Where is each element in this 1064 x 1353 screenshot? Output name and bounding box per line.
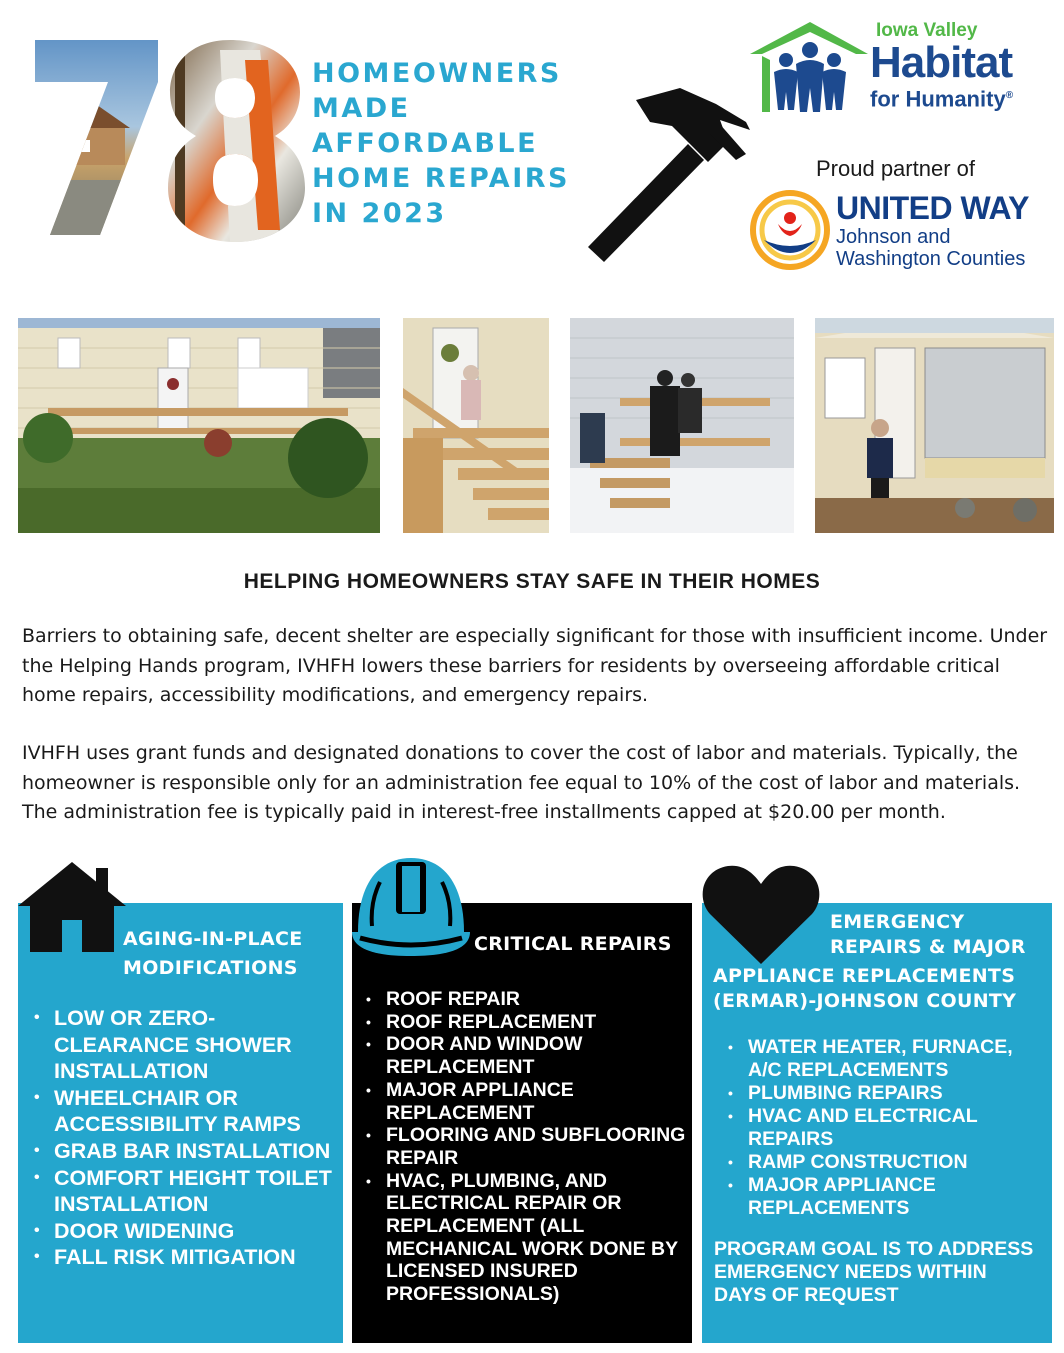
list-item: • COMFORT HEIGHT TOILET INSTALLATION [34, 1165, 334, 1218]
list-item: • ROOF REPLACEMENT [366, 1011, 686, 1034]
habitat-line-1: Iowa Valley [876, 20, 978, 41]
aging-in-place-box [18, 903, 343, 1343]
critical-repairs-list [366, 988, 686, 1306]
photo-woman-porch [815, 318, 1054, 533]
headline [312, 56, 612, 231]
united-way-line-2: Johnson and [836, 226, 951, 248]
emergency-title-line-4: (ERMAR)-JOHNSON COUNTY [713, 990, 1017, 1012]
aging-title-line-2: MODIFICATIONS [123, 957, 298, 979]
hard-hat-icon [350, 852, 472, 962]
emergency-title-line-1: EMERGENCY [830, 911, 965, 933]
habitat-for-humanity-logo [748, 20, 1048, 130]
habitat-house-logo-mark [748, 20, 868, 120]
hammer-icon [578, 82, 753, 264]
list-item: • DOOR AND WINDOW REPLACEMENT [366, 1033, 686, 1078]
emergency-title-top [830, 910, 1026, 960]
photo-house-deck [18, 318, 380, 533]
emergency-repairs-box [702, 903, 1052, 1343]
aging-in-place-title [123, 925, 302, 983]
habitat-line-2: Habitat [870, 38, 1013, 87]
list-item: • HVAC AND ELECTRICAL REPAIRS [728, 1105, 1048, 1151]
heart-icon [702, 862, 820, 967]
habitat-logo-text [870, 20, 1050, 111]
aging-in-place-list [34, 1005, 334, 1271]
photo-woman-stairs [403, 318, 549, 533]
headline-line: AFFORDABLE [312, 128, 539, 159]
united-way-line-3: Washington Counties [836, 248, 1026, 270]
list-item: • MAJOR APPLIANCE REPLACEMENTS [728, 1174, 1048, 1220]
critical-repairs-title: CRITICAL REPAIRS [474, 933, 672, 955]
united-way-logo-mark [750, 190, 830, 270]
emergency-title-line-2: REPAIRS & MAJOR [830, 936, 1026, 958]
united-way-text [836, 190, 1029, 270]
list-item: • PLUMBING REPAIRS [728, 1082, 1048, 1105]
emergency-title-bottom [713, 964, 1016, 1014]
list-item: • GRAB BAR INSTALLATION [34, 1138, 334, 1165]
photo-volunteers-steps [570, 318, 794, 533]
headline-line: HOMEOWNERS [312, 58, 562, 89]
headline-line: MADE [312, 93, 411, 124]
list-item: • FALL RISK MITIGATION [34, 1244, 334, 1271]
emergency-title-line-3: APPLIANCE REPLACEMENTS [713, 965, 1016, 987]
list-item: • DOOR WIDENING [34, 1218, 334, 1245]
list-item: • ROOF REPAIR [366, 988, 686, 1011]
list-item: • WHEELCHAIR OR ACCESSIBILITY RAMPS [34, 1085, 334, 1138]
partner-label: Proud partner of [816, 156, 975, 181]
list-item: • HVAC, PLUMBING, AND ELECTRICAL REPAIR OR REPLACEMENT (ALL MECHANICAL WORK DONE BY LICENSED INSURED PROFESSIONALS) [366, 1170, 686, 1306]
critical-repairs-box [352, 903, 692, 1343]
program-goal: PROGRAM GOAL IS TO ADDRESS EMERGENCY NEEDS WITHIN DAYS OF REQUEST [714, 1238, 1034, 1306]
united-way-line-1: UNITED WAY [836, 190, 1029, 226]
emergency-repairs-list [728, 1036, 1048, 1220]
list-item: • MAJOR APPLIANCE REPLACEMENT [366, 1079, 686, 1124]
list-item: • WATER HEATER, FURNACE, A/C REPLACEMENTS [728, 1036, 1048, 1082]
big-number-78 [30, 30, 305, 245]
list-item: • FLOORING AND SUBFLOORING REPAIR [366, 1124, 686, 1169]
headline-line: HOME REPAIRS [312, 163, 570, 194]
aging-title-line-1: AGING-IN-PLACE [123, 928, 303, 950]
list-item: • RAMP CONSTRUCTION [728, 1151, 1048, 1174]
registered-mark: ® [1005, 90, 1014, 101]
headline-line: IN 2023 [312, 198, 447, 229]
house-icon [18, 858, 126, 954]
big-number-graphic [30, 30, 305, 245]
habitat-line-3-text: for Humanity [870, 86, 1006, 112]
list-item: • LOW OR ZERO-CLEARANCE SHOWER INSTALLATION [34, 1005, 334, 1085]
paragraph-funding: IVHFH uses grant funds and designated donations to cover the cost of labor and materials. Typically, the homeowner is responsible only for an administration fee equal to 10% of the cost of labor and materials. The administration fee is typically paid in interest-free installments capped at $20.00 per month. [22, 742, 1021, 823]
habitat-line-3 [870, 84, 1050, 111]
united-way-logo [750, 190, 1055, 275]
paragraph-barriers: Barriers to obtaining safe, decent shelter are especially significant for those with insufficient income. Under the Helping Hands program, IVHFH lowers these barriers for residents by overseeing affordable critical home repairs, accessibility modifications, and emergency repairs. [22, 625, 1048, 706]
section-title: HELPING HOMEOWNERS STAY SAFE IN THEIR HOMES [243, 570, 821, 593]
